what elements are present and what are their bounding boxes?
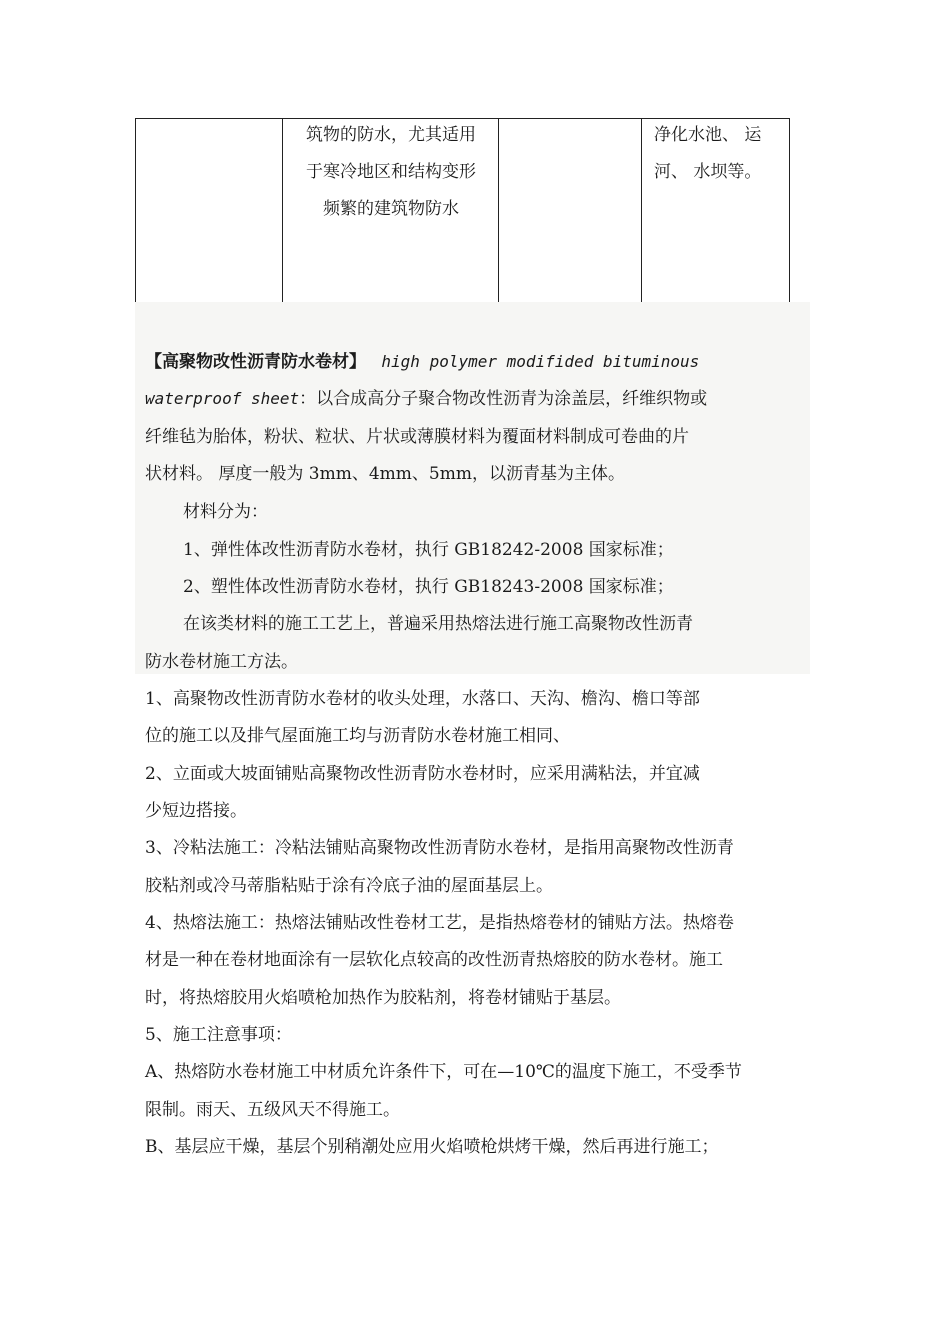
- definition-line-1: [145, 347, 699, 372]
- table-cell-line: 净化水池、 运: [654, 125, 762, 145]
- term-chinese: 【高聚物改性沥青防水卷材】: [145, 352, 366, 372]
- body-line: 4、热熔法施工：热熔法铺贴改性卷材工艺，是指热熔卷材的铺贴方法。热熔卷: [145, 913, 734, 933]
- classification-item-1: 1、弹性体改性沥青防水卷材，执行 GB18242-2008 国家标准；: [183, 540, 674, 560]
- classification-item-2: 2、塑性体改性沥青防水卷材，执行 GB18243-2008 国家标准；: [183, 577, 674, 597]
- definition-line-4: 状材料。 厚度一般为 3mm、4mm、5mm，以沥青基为主体。: [145, 464, 625, 484]
- body-line: 胶粘剂或冷马蒂脂粘贴于涂有冷底子油的屋面基层上。: [145, 876, 553, 896]
- body-line: A、热熔防水卷材施工中材质允许条件下，可在—10℃的温度下施工，不受季节: [145, 1062, 742, 1082]
- table-cell-line: 河、 水坝等。: [654, 162, 762, 182]
- body-line: 2、立面或大坡面铺贴高聚物改性沥青防水卷材时，应采用满粘法，并宜减: [145, 764, 700, 784]
- table-cell-line: 频繁的建筑物防水: [323, 199, 459, 219]
- process-line-2: 防水卷材施工方法。: [145, 652, 298, 672]
- term-english-1: high polymer modifided bituminous: [381, 352, 700, 371]
- body-line: 材是一种在卷材地面涂有一层软化点较高的改性沥青热熔胶的防水卷材。施工: [145, 950, 723, 970]
- body-line: B、基层应干燥，基层个别稍潮处应用火焰喷枪烘烤干燥，然后再进行施工；: [145, 1137, 719, 1157]
- body-line: 限制。雨天、五级风天不得施工。: [145, 1100, 400, 1120]
- table-border-left: [135, 119, 136, 302]
- table-cell-line: 于寒冷地区和结构变形: [306, 162, 476, 182]
- body-line: 时，将热熔胶用火焰喷枪加热作为胶粘剂，将卷材铺贴于基层。: [145, 988, 621, 1008]
- classification-heading: 材料分为：: [183, 502, 268, 522]
- table-cell-application: [283, 117, 499, 228]
- table-cell-line: 筑物的防水，尤其适用: [306, 125, 476, 145]
- body-line: 位的施工以及排气屋面施工均与沥青防水卷材施工相同、: [145, 726, 570, 746]
- body-line: 5、施工注意事项：: [145, 1025, 292, 1045]
- definition-line-3: 纤维毡为胎体，粉状、粒状、片状或薄膜材料为覆面材料制成可卷曲的片: [145, 427, 689, 447]
- definition-text: ：以合成高分子聚合物改性沥青为涂盖层，纤维织物或: [299, 389, 708, 409]
- body-line: 1、高聚物改性沥青防水卷材的收头处理，水落口、天沟、檐沟、檐口等部: [145, 689, 700, 709]
- spec-table-fragment: [135, 118, 790, 303]
- table-cell-examples: [642, 117, 792, 191]
- definition-line-2: [145, 384, 707, 409]
- term-english-2: waterproof sheet: [145, 389, 300, 408]
- process-line-1: 在该类材料的施工工艺上，普遍采用热熔法进行施工高聚物改性沥青: [183, 614, 693, 634]
- body-line: 3、冷粘法施工：冷粘法铺贴高聚物改性沥青防水卷材，是指用高聚物改性沥青: [145, 838, 734, 858]
- body-line: 少短边搭接。: [145, 801, 247, 821]
